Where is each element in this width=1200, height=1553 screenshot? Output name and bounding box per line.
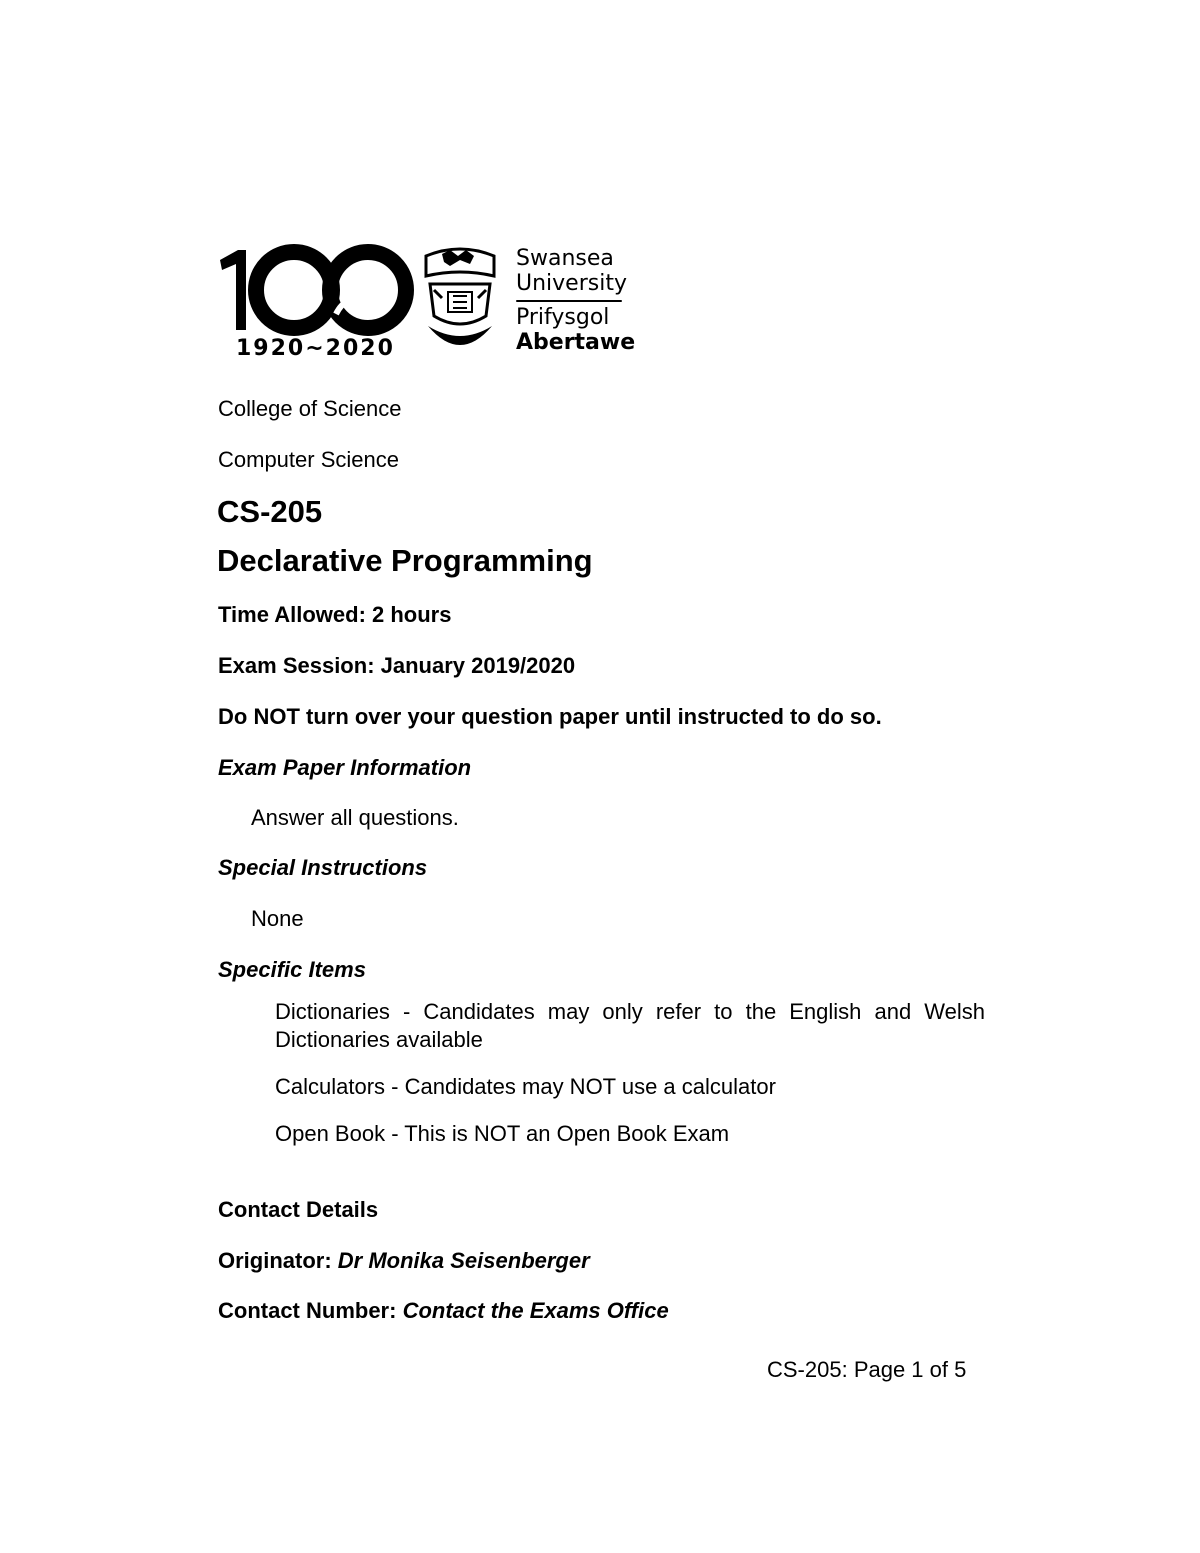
turn-over-warning: Do NOT turn over your question paper until instructed to do so.	[218, 704, 882, 729]
originator-value: Dr Monika Seisenberger	[337, 1248, 590, 1273]
originator-line	[218, 1248, 590, 1274]
module-title: Declarative Programming	[217, 543, 593, 578]
university-wordmark	[516, 248, 635, 357]
wordmark-en-line1: Swansea	[516, 246, 614, 271]
page-number: CS-205: Page 1 of 5	[767, 1357, 967, 1382]
paper-info-heading: Exam Paper Information	[218, 755, 472, 780]
wordmark-cy-line1: Prifysgol	[516, 305, 610, 330]
contact-number-label: Contact Number:	[218, 1298, 397, 1323]
wordmark-cy-line2: Abertawe	[516, 330, 636, 355]
contact-details-heading: Contact Details	[218, 1197, 379, 1222]
college-name: College of Science	[218, 396, 402, 421]
specific-item-dictionaries: Dictionaries - Candidates may only refer to the English and Welsh Dictionaries available	[275, 999, 985, 1052]
university-logo	[216, 244, 636, 364]
special-instructions-text: None	[251, 906, 304, 931]
originator-label: Originator:	[218, 1248, 332, 1273]
contact-number-value: Contact the Exams Office	[402, 1298, 669, 1323]
department-name: Computer Science	[218, 447, 399, 472]
paper-info-text: Answer all questions.	[251, 805, 459, 830]
exam-session: Exam Session: January 2019/2020	[218, 653, 576, 678]
logo-years: 1920~2020	[236, 336, 395, 361]
wordmark-en-line2: University	[516, 271, 627, 296]
specific-item-calculators: Calculators - Candidates may NOT use a calculator	[275, 1074, 776, 1099]
module-code: CS-205	[217, 494, 323, 529]
centenary-100-logo	[216, 244, 416, 336]
university-crest-icon	[420, 246, 500, 358]
contact-number-line	[218, 1298, 669, 1324]
time-allowed: Time Allowed: 2 hours	[218, 602, 452, 627]
wordmark-divider	[516, 300, 622, 302]
specific-items-heading: Specific Items	[218, 957, 366, 982]
specific-item-open-book: Open Book - This is NOT an Open Book Exam	[275, 1121, 730, 1146]
special-instructions-heading: Special Instructions	[218, 855, 428, 880]
